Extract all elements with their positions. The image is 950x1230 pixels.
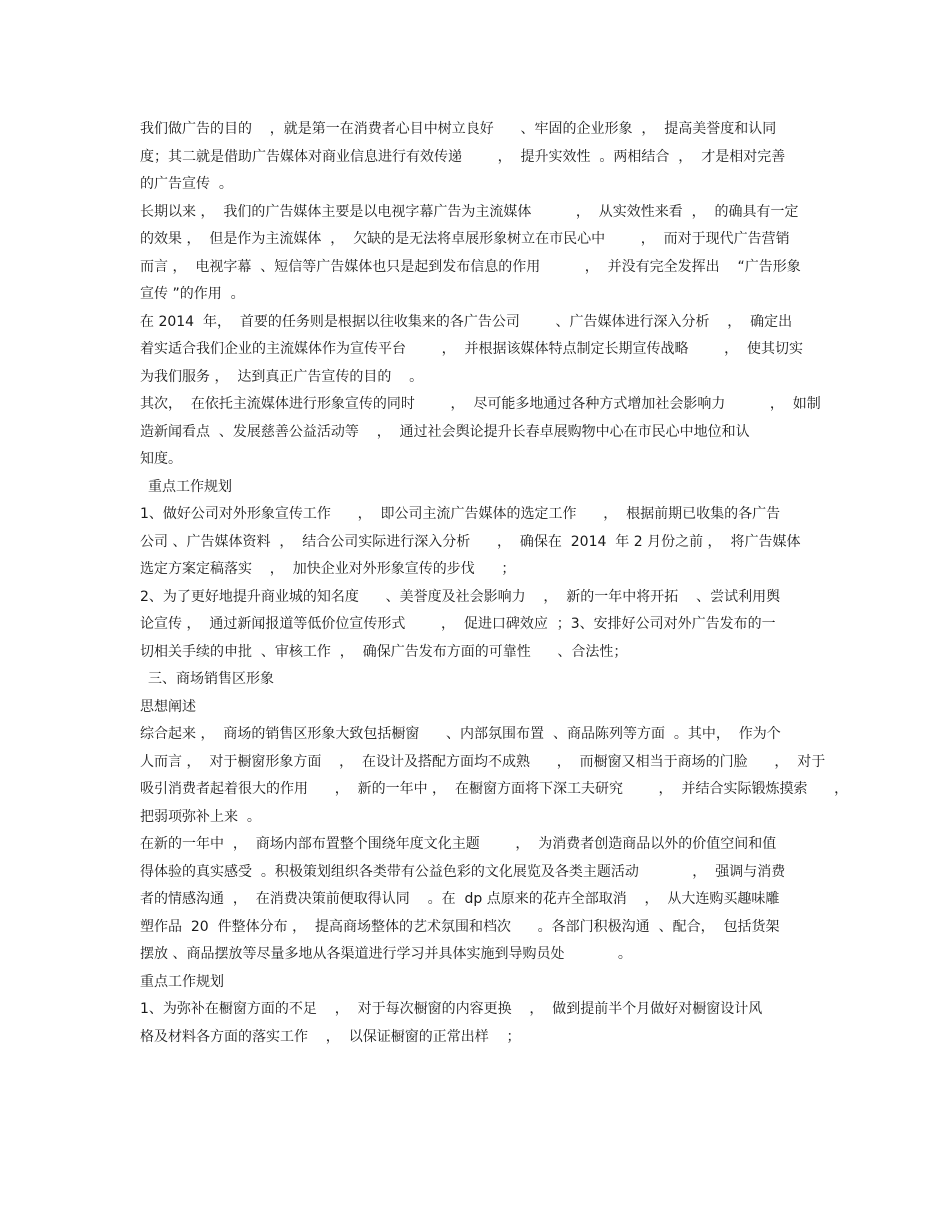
- text-line: 思想阐述: [140, 698, 196, 715]
- text-line: 知度。: [140, 451, 182, 467]
- text-line: 塑作品 20 件整体分布 ， 提高商场整体的艺术氛围和档次 。各部门积极沟通 、配合， 包括货架: [140, 918, 780, 935]
- text-line: 着实适合我们企业的主流媒体作为宣传平台 ， 并根据该媒体特点制定长期宣传战略 ， 使其切实: [140, 341, 804, 357]
- text-line: 宣传 ”的作用 。: [140, 286, 245, 302]
- text-line: 为我们服务 ， 达到真正广告宣传的目的 。: [140, 368, 424, 385]
- text-line: 其次， 在依托主流媒体进行形象宣传的同时 ， 尽可能多地通过各种方式增加社会影响力 ， 如制: [140, 396, 821, 412]
- text-line: 三、商场销售区形象: [148, 671, 274, 687]
- text-line: 者的情感沟通 ， 在消费决策前便取得认同 。在 dp 点原来的花卉全部取消 ， 从大连购买趣味雕: [140, 891, 780, 907]
- text-line: 在 2014 年， 首要的任务则是根据以往收集来的各广告公司 、广告媒体进行深入分析 ， 确定出: [140, 313, 793, 330]
- text-line: 得体验的真实感受 。积极策划组织各类带有公益色彩的文化展览及各类主题活动 ， 强调与消费: [140, 863, 786, 880]
- text-line: 的效果 ， 但是作为主流媒体 ， 欠缺的是无法将卓展形象树立在市民心中 ， 而对于现代广告营销: [140, 231, 790, 247]
- text-line: 的广告宣传 。: [140, 176, 233, 192]
- text-line: 1、做好公司对外形象宣传工作 ， 即公司主流广告媒体的选定工作 ， 根据前期已收集的各广告: [140, 506, 781, 522]
- text-line: 人而言 ， 对于橱窗形象方面 ， 在设计及搭配方面均不成熟 ， 而橱窗又相当于商场的门脸 ， 对于: [140, 753, 826, 770]
- text-line: 把弱项弥补上来 。: [140, 808, 261, 825]
- text-line: 造新闻看点 、发展慈善公益活动等 ， 通过社会舆论提升长春卓展购物中心在市民心中地位和认: [140, 423, 750, 440]
- text-line: 重点工作规划: [148, 478, 232, 495]
- text-line: 吸引消费者起着很大的作用 ， 新的一年中 ， 在橱窗方面将下深工夫研究 ， 并结合实际锻炼摸索 ，: [140, 781, 849, 797]
- text-line: 选定方案定稿落实 ， 加快企业对外形象宣传的步伐 ；: [140, 561, 516, 577]
- text-line: 摆放 、商品摆放等尽量多地从各渠道进行学习并具体实施到导购员处 。: [140, 946, 632, 962]
- text-line: 在新的一年中 ， 商场内部布置整个围绕年度文化主题 ， 为消费者创造商品以外的价值空间和值: [140, 836, 777, 852]
- text-line: 而言 ， 电视字幕 、短信等广告媒体也只是起到发布信息的作用 ， 并没有完全发挥出 “广告形象: [140, 258, 801, 275]
- text-line: 切相关手续的申批 、审核工作 ， 确保广告发布方面的可靠性 、合法性；: [140, 643, 628, 660]
- text-line: 1、为弥补在橱窗方面的不足 ， 对于每次橱窗的内容更换 ， 做到提前半个月做好对橱窗设计风: [140, 1001, 763, 1017]
- text-line: 格及材料各方面的落实工作 ， 以保证橱窗的正常出样 ；: [140, 1028, 521, 1045]
- text-line: 综合起来 ， 商场的销售区形象大致包括橱窗 、内部氛围布置 、商品陈列等方面 。其中， 作为个: [140, 726, 781, 742]
- text-line: 重点工作规划: [140, 973, 224, 990]
- text-line: 论宣传 ， 通过新闻报道等低价位宣传形式 ， 促进口碑效应 ；3、安排好公司对外广告发布的一: [140, 616, 776, 632]
- text-line: 我们做广告的目的 ，就是第一在消费者心目中树立良好 、牢固的企业形象 ， 提高美誉度和认同: [140, 121, 777, 137]
- text-line: 长期以来 ， 我们的广告媒体主要是以电视字幕广告为主流媒体 ， 从实效性来看 ， 的确具有一定: [140, 203, 799, 220]
- text-line: 2、为了更好地提升商业城的知名度 、美誉度及社会影响力 ， 新的一年中将开拓 、尝试利用舆: [140, 588, 781, 605]
- text-line: 度；其二就是借助广告媒体对商业信息进行有效传递 ， 提升实效性 。两相结合 ， 才是相对完善: [140, 148, 786, 165]
- text-line: 公司 、广告媒体资料 ， 结合公司实际进行深入分析 ， 确保在 2014 年 2 月份之前 ， 将广告媒体: [140, 533, 801, 550]
- document-page: [140, 116, 849, 1051]
